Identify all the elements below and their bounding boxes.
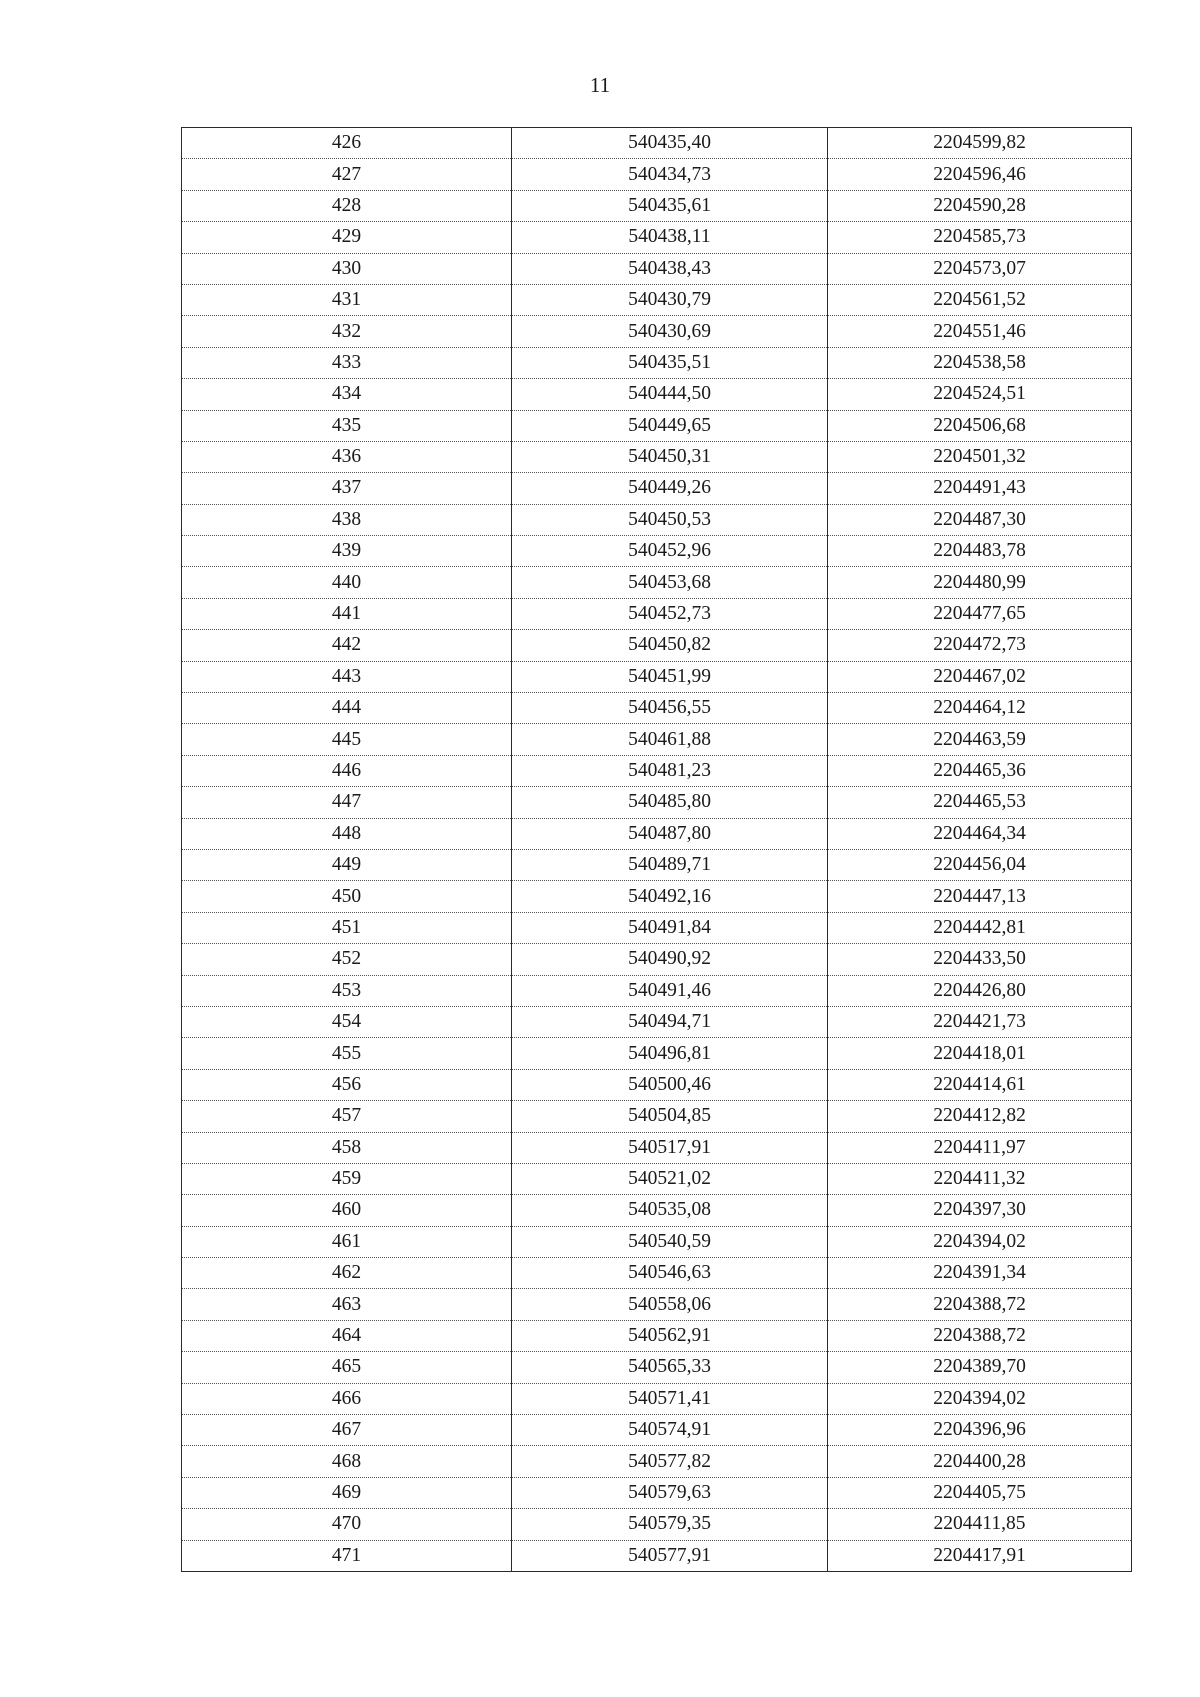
point-number-cell: 447 — [182, 787, 512, 818]
y-coordinate-cell: 2204414,61 — [828, 1069, 1132, 1100]
table-row — [182, 1195, 1132, 1226]
table-row — [182, 1509, 1132, 1540]
y-coordinate-cell: 2204487,30 — [828, 504, 1132, 535]
table-row — [182, 1383, 1132, 1414]
y-coordinate-cell: 2204501,32 — [828, 441, 1132, 472]
y-coordinate-cell: 2204491,43 — [828, 473, 1132, 504]
x-coordinate-cell: 540449,26 — [512, 473, 828, 504]
x-coordinate-cell: 540485,80 — [512, 787, 828, 818]
point-number-cell: 436 — [182, 441, 512, 472]
x-coordinate-cell: 540491,84 — [512, 912, 828, 943]
point-number-cell: 467 — [182, 1415, 512, 1446]
table-row — [182, 1289, 1132, 1320]
y-coordinate-cell: 2204411,97 — [828, 1132, 1132, 1163]
table-row — [182, 849, 1132, 880]
table-row — [182, 1477, 1132, 1508]
table-row — [182, 1415, 1132, 1446]
point-number-cell: 461 — [182, 1226, 512, 1257]
table-row — [182, 1069, 1132, 1100]
point-number-cell: 456 — [182, 1069, 512, 1100]
table-row — [182, 1226, 1132, 1257]
point-number-cell: 466 — [182, 1383, 512, 1414]
y-coordinate-cell: 2204442,81 — [828, 912, 1132, 943]
y-coordinate-cell: 2204421,73 — [828, 1006, 1132, 1037]
x-coordinate-cell: 540540,59 — [512, 1226, 828, 1257]
x-coordinate-cell: 540579,63 — [512, 1477, 828, 1508]
x-coordinate-cell: 540558,06 — [512, 1289, 828, 1320]
point-number-cell: 465 — [182, 1352, 512, 1383]
y-coordinate-cell: 2204465,53 — [828, 787, 1132, 818]
x-coordinate-cell: 540450,82 — [512, 630, 828, 661]
y-coordinate-cell: 2204391,34 — [828, 1258, 1132, 1289]
x-coordinate-cell: 540438,11 — [512, 222, 828, 253]
x-coordinate-cell: 540494,71 — [512, 1006, 828, 1037]
table-row — [182, 1163, 1132, 1194]
point-number-cell: 434 — [182, 379, 512, 410]
point-number-cell: 429 — [182, 222, 512, 253]
table-row — [182, 159, 1132, 190]
table-row — [182, 222, 1132, 253]
point-number-cell: 439 — [182, 536, 512, 567]
y-coordinate-cell: 2204464,34 — [828, 818, 1132, 849]
x-coordinate-cell: 540491,46 — [512, 975, 828, 1006]
x-coordinate-cell: 540461,88 — [512, 724, 828, 755]
x-coordinate-cell: 540487,80 — [512, 818, 828, 849]
coordinates-table — [181, 127, 1132, 1572]
point-number-cell: 455 — [182, 1038, 512, 1069]
x-coordinate-cell: 540517,91 — [512, 1132, 828, 1163]
y-coordinate-cell: 2204411,32 — [828, 1163, 1132, 1194]
table-row — [182, 944, 1132, 975]
table-row — [182, 128, 1132, 159]
y-coordinate-cell: 2204480,99 — [828, 567, 1132, 598]
table-row — [182, 504, 1132, 535]
y-coordinate-cell: 2204412,82 — [828, 1101, 1132, 1132]
y-coordinate-cell: 2204417,91 — [828, 1540, 1132, 1571]
table-row — [182, 190, 1132, 221]
table-row — [182, 1132, 1132, 1163]
table-row — [182, 1258, 1132, 1289]
table-row — [182, 441, 1132, 472]
point-number-cell: 452 — [182, 944, 512, 975]
x-coordinate-cell: 540430,79 — [512, 284, 828, 315]
y-coordinate-cell: 2204596,46 — [828, 159, 1132, 190]
x-coordinate-cell: 540430,69 — [512, 316, 828, 347]
point-number-cell: 463 — [182, 1289, 512, 1320]
point-number-cell: 459 — [182, 1163, 512, 1194]
x-coordinate-cell: 540546,63 — [512, 1258, 828, 1289]
y-coordinate-cell: 2204426,80 — [828, 975, 1132, 1006]
table-row — [182, 316, 1132, 347]
table-row — [182, 1038, 1132, 1069]
table-row — [182, 1446, 1132, 1477]
x-coordinate-cell: 540453,68 — [512, 567, 828, 598]
x-coordinate-cell: 540521,02 — [512, 1163, 828, 1194]
y-coordinate-cell: 2204585,73 — [828, 222, 1132, 253]
table-row — [182, 661, 1132, 692]
y-coordinate-cell: 2204467,02 — [828, 661, 1132, 692]
point-number-cell: 444 — [182, 693, 512, 724]
x-coordinate-cell: 540452,73 — [512, 598, 828, 629]
table-row — [182, 347, 1132, 378]
table-row — [182, 912, 1132, 943]
y-coordinate-cell: 2204394,02 — [828, 1383, 1132, 1414]
point-number-cell: 427 — [182, 159, 512, 190]
x-coordinate-cell: 540492,16 — [512, 881, 828, 912]
point-number-cell: 435 — [182, 410, 512, 441]
y-coordinate-cell: 2204411,85 — [828, 1509, 1132, 1540]
coordinates-table-body — [182, 128, 1132, 1572]
y-coordinate-cell: 2204538,58 — [828, 347, 1132, 378]
y-coordinate-cell: 2204400,28 — [828, 1446, 1132, 1477]
y-coordinate-cell: 2204388,72 — [828, 1289, 1132, 1320]
y-coordinate-cell: 2204573,07 — [828, 253, 1132, 284]
x-coordinate-cell: 540500,46 — [512, 1069, 828, 1100]
point-number-cell: 458 — [182, 1132, 512, 1163]
point-number-cell: 438 — [182, 504, 512, 535]
table-row — [182, 881, 1132, 912]
y-coordinate-cell: 2204447,13 — [828, 881, 1132, 912]
x-coordinate-cell: 540489,71 — [512, 849, 828, 880]
point-number-cell: 446 — [182, 755, 512, 786]
y-coordinate-cell: 2204394,02 — [828, 1226, 1132, 1257]
table-row — [182, 724, 1132, 755]
table-row — [182, 1006, 1132, 1037]
x-coordinate-cell: 540434,73 — [512, 159, 828, 190]
y-coordinate-cell: 2204388,72 — [828, 1320, 1132, 1351]
x-coordinate-cell: 540577,91 — [512, 1540, 828, 1571]
table-row — [182, 473, 1132, 504]
point-number-cell: 460 — [182, 1195, 512, 1226]
point-number-cell: 453 — [182, 975, 512, 1006]
table-row — [182, 536, 1132, 567]
y-coordinate-cell: 2204477,65 — [828, 598, 1132, 629]
point-number-cell: 454 — [182, 1006, 512, 1037]
table-row — [182, 693, 1132, 724]
table-row — [182, 1540, 1132, 1571]
x-coordinate-cell: 540574,91 — [512, 1415, 828, 1446]
point-number-cell: 437 — [182, 473, 512, 504]
x-coordinate-cell: 540577,82 — [512, 1446, 828, 1477]
x-coordinate-cell: 540579,35 — [512, 1509, 828, 1540]
table-row — [182, 284, 1132, 315]
y-coordinate-cell: 2204551,46 — [828, 316, 1132, 347]
point-number-cell: 470 — [182, 1509, 512, 1540]
x-coordinate-cell: 540535,08 — [512, 1195, 828, 1226]
x-coordinate-cell: 540435,61 — [512, 190, 828, 221]
point-number-cell: 428 — [182, 190, 512, 221]
y-coordinate-cell: 2204433,50 — [828, 944, 1132, 975]
x-coordinate-cell: 540449,65 — [512, 410, 828, 441]
y-coordinate-cell: 2204524,51 — [828, 379, 1132, 410]
x-coordinate-cell: 540452,96 — [512, 536, 828, 567]
y-coordinate-cell: 2204472,73 — [828, 630, 1132, 661]
point-number-cell: 448 — [182, 818, 512, 849]
y-coordinate-cell: 2204405,75 — [828, 1477, 1132, 1508]
point-number-cell: 449 — [182, 849, 512, 880]
y-coordinate-cell: 2204561,52 — [828, 284, 1132, 315]
y-coordinate-cell: 2204456,04 — [828, 849, 1132, 880]
point-number-cell: 468 — [182, 1446, 512, 1477]
x-coordinate-cell: 540450,53 — [512, 504, 828, 535]
point-number-cell: 462 — [182, 1258, 512, 1289]
y-coordinate-cell: 2204590,28 — [828, 190, 1132, 221]
point-number-cell: 443 — [182, 661, 512, 692]
x-coordinate-cell: 540444,50 — [512, 379, 828, 410]
point-number-cell: 451 — [182, 912, 512, 943]
point-number-cell: 426 — [182, 128, 512, 159]
table-row — [182, 1352, 1132, 1383]
x-coordinate-cell: 540496,81 — [512, 1038, 828, 1069]
y-coordinate-cell: 2204397,30 — [828, 1195, 1132, 1226]
x-coordinate-cell: 540435,51 — [512, 347, 828, 378]
y-coordinate-cell: 2204599,82 — [828, 128, 1132, 159]
x-coordinate-cell: 540490,92 — [512, 944, 828, 975]
x-coordinate-cell: 540481,23 — [512, 755, 828, 786]
y-coordinate-cell: 2204483,78 — [828, 536, 1132, 567]
point-number-cell: 433 — [182, 347, 512, 378]
y-coordinate-cell: 2204418,01 — [828, 1038, 1132, 1069]
table-row — [182, 410, 1132, 441]
x-coordinate-cell: 540571,41 — [512, 1383, 828, 1414]
x-coordinate-cell: 540565,33 — [512, 1352, 828, 1383]
table-row — [182, 755, 1132, 786]
y-coordinate-cell: 2204389,70 — [828, 1352, 1132, 1383]
point-number-cell: 464 — [182, 1320, 512, 1351]
table-row — [182, 975, 1132, 1006]
point-number-cell: 432 — [182, 316, 512, 347]
point-number-cell: 471 — [182, 1540, 512, 1571]
table-row — [182, 379, 1132, 410]
y-coordinate-cell: 2204463,59 — [828, 724, 1132, 755]
table-row — [182, 567, 1132, 598]
y-coordinate-cell: 2204506,68 — [828, 410, 1132, 441]
y-coordinate-cell: 2204465,36 — [828, 755, 1132, 786]
x-coordinate-cell: 540456,55 — [512, 693, 828, 724]
x-coordinate-cell: 540451,99 — [512, 661, 828, 692]
table-row — [182, 787, 1132, 818]
y-coordinate-cell: 2204396,96 — [828, 1415, 1132, 1446]
point-number-cell: 441 — [182, 598, 512, 629]
x-coordinate-cell: 540438,43 — [512, 253, 828, 284]
point-number-cell: 445 — [182, 724, 512, 755]
x-coordinate-cell: 540504,85 — [512, 1101, 828, 1132]
table-row — [182, 818, 1132, 849]
point-number-cell: 450 — [182, 881, 512, 912]
page-number: 11 — [589, 73, 611, 97]
table-row — [182, 1101, 1132, 1132]
table-row — [182, 1320, 1132, 1351]
x-coordinate-cell: 540562,91 — [512, 1320, 828, 1351]
point-number-cell: 442 — [182, 630, 512, 661]
y-coordinate-cell: 2204464,12 — [828, 693, 1132, 724]
x-coordinate-cell: 540450,31 — [512, 441, 828, 472]
point-number-cell: 457 — [182, 1101, 512, 1132]
x-coordinate-cell: 540435,40 — [512, 128, 828, 159]
table-row — [182, 253, 1132, 284]
point-number-cell: 440 — [182, 567, 512, 598]
table-row — [182, 598, 1132, 629]
point-number-cell: 430 — [182, 253, 512, 284]
point-number-cell: 431 — [182, 284, 512, 315]
point-number-cell: 469 — [182, 1477, 512, 1508]
table-row — [182, 630, 1132, 661]
